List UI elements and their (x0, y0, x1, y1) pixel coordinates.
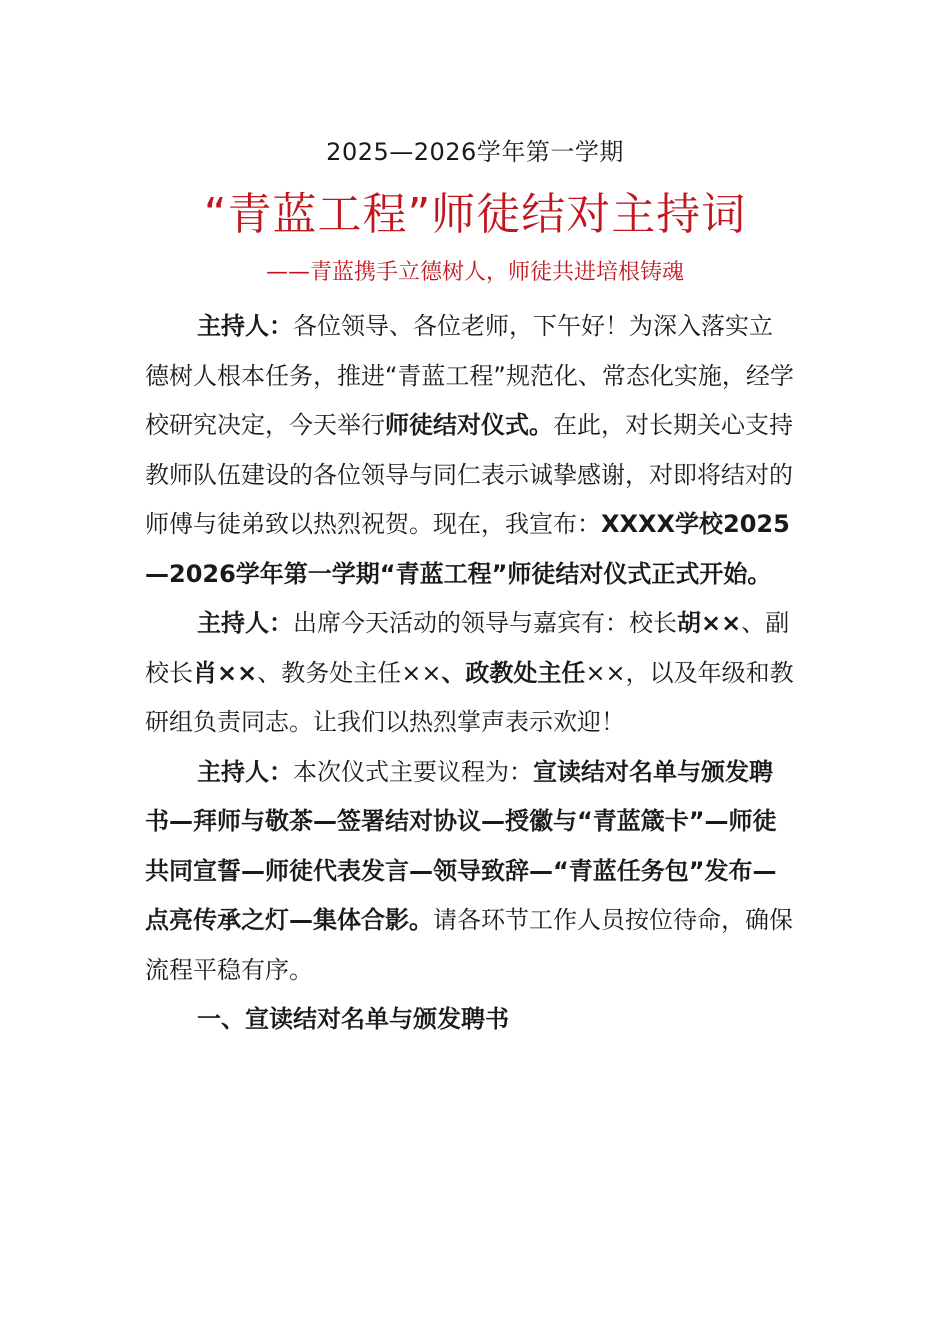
document-subtitle: ——青蓝携手立德树人，师徒共进培根铸魂 (265, 260, 684, 285)
section-heading: 一、宣读结对名单与颁发聘书 (197, 1005, 509, 1033)
paragraph-guests (145, 599, 795, 748)
emphasis-text: XXXX学校2025—2026学年第一学期“青蓝工程”师徒结对仪式正式开始。 (145, 510, 790, 588)
paragraph-text: 各位领导、各位老师，下午好！为深入落实立德树人根本任务，推进“青蓝工程”规范化、常态化实施，经学校研究决定，今天举行 (145, 312, 794, 439)
paragraph-agenda (145, 748, 795, 996)
emphasis-text: 胡×× (677, 609, 742, 637)
speaker-label: 主持人： (197, 609, 293, 637)
emphasis-text: 宣读结对名单与颁发聘书—拜师与敬茶—签署结对协议—授徽与“青蓝箴卡”—师徒共同宣誓—师徒代表发言—领导致辞—“青蓝任务包”发布—点亮传承之灯—集体合影。 (145, 757, 777, 934)
paragraph-text: 、副校长 (145, 609, 790, 687)
speaker-label: 主持人： (197, 757, 293, 786)
term-line: 2025—2026学年第一学期 (326, 138, 624, 166)
paragraph-text: 、教务处主任×× (257, 658, 442, 687)
speaker-label: 主持人： (197, 312, 293, 340)
emphasis-text: 、政教处主任 (441, 658, 586, 687)
paragraph-text: 本次仪式主要议程为： (293, 757, 533, 786)
document-body (145, 302, 795, 1045)
emphasis-text: 师徒结对仪式。 (385, 411, 553, 439)
paragraph-text: ××，以及年级和教研组负责同志。让我们以热烈掌声表示欢迎！ (145, 658, 794, 736)
paragraph-text: 在此，对长期关心支持教师队伍建设的各位领导与同仁表示诚挚感谢，对即将结对的师傅与徒弟致以热烈祝贺。现在，我宣布： (145, 411, 793, 538)
paragraph-opening (145, 302, 795, 599)
paragraph-text: 请各环节工作人员按位待命，确保流程平稳有序。 (145, 906, 793, 984)
emphasis-text: 肖×× (193, 658, 258, 687)
document-title: “青蓝工程”师徒结对主持词 (203, 189, 747, 240)
paragraph-text: 出席今天活动的领导与嘉宾有：校长 (293, 609, 677, 637)
